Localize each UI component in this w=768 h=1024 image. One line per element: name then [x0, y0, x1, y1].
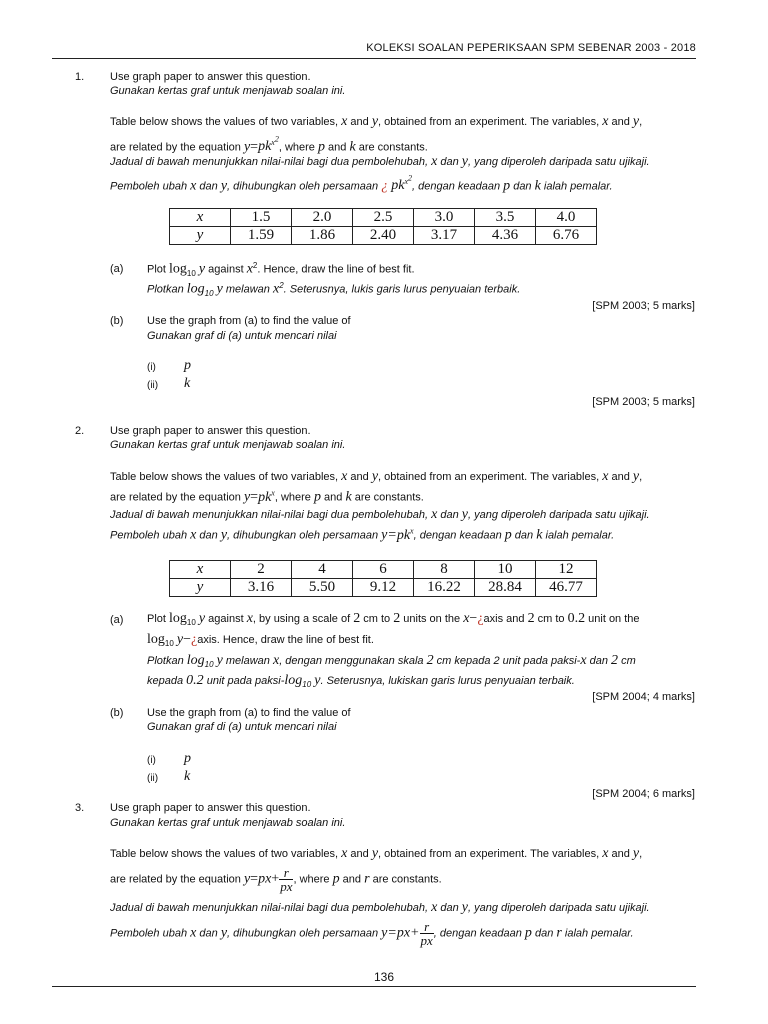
q1-y-cell: 2.40	[353, 227, 414, 245]
page-number: 136	[373, 970, 395, 984]
q2-part-a-en-line2: $\log_{10}$ y−¿axis. Hence, draw the line of best fit.	[147, 632, 374, 649]
q1-part-b-ms: Gunakan graf di (a) untuk mencari nilai	[147, 330, 337, 342]
q2-part-b-ms: Gunakan graf di (a) untuk mencari nilai	[147, 721, 337, 733]
q1-data-table	[169, 208, 597, 245]
q2-y-cell: 46.77	[536, 579, 597, 597]
q3-related-ms: Pemboleh ubah x dan y, dihubungkan oleh persamaan y=px+ $\frac{r}{px}$ , dengan keadaan p dan r ialah pemalar.	[110, 919, 634, 948]
q2-b-item-var: p	[184, 751, 191, 766]
q1-related-en: are related by the equation $y=pk^{x^2}$, where p and k are constants.	[110, 134, 428, 155]
q1-part-a-marks: [SPM 2003; 5 marks]	[592, 300, 695, 312]
q2-part-b-en: Use the graph from (a) to find the value of	[147, 707, 351, 719]
q2-b-item-label: (ii)	[147, 773, 159, 784]
q1-part-a-label: (a)	[110, 263, 124, 275]
q1-x-cell: 3.5	[475, 209, 536, 227]
q1-b-item-label: (ii)	[147, 380, 159, 391]
q1-y-cell: 1.59	[231, 227, 292, 245]
header-title: KOLEKSI SOALAN PEPERIKSAAN SPM SEBENAR 2003 - 2018	[366, 42, 696, 54]
q2-x-cell: 6	[353, 561, 414, 579]
q2-part-a-ms-line1: Plotkan $\log_{10} y$ melawan x, dengan menggunakan skala 2 cm kepada 2 unit pada paksi-x dan 2 cm	[147, 653, 636, 670]
page-header	[52, 32, 696, 59]
q1-table-row-x	[170, 209, 597, 227]
q2-table-row-x	[170, 561, 597, 579]
q2-b-item-var: k	[184, 769, 191, 784]
footer-rule	[52, 986, 696, 987]
q2-part-a-ms-line2: kepada 0.2 unit pada paksi-$\log_{10}$ y. Seterusnya, lukiskan garis lurus penyuaian terbaik.	[147, 673, 575, 690]
q3-use-graph-ms: Gunakan kertas graf untuk menjawab soalan ini.	[110, 817, 346, 829]
q2-y-cell: 3.16	[231, 579, 292, 597]
q2-y-cell: 16.22	[414, 579, 475, 597]
q2-related-ms: Pemboleh ubah x dan y, dihubungkan oleh persamaan $y=pk^x$, dengan keadaan p dan k ialah pemalar.	[110, 526, 615, 543]
q1-b-item-label: (i)	[147, 362, 156, 373]
q1-intro-ms: Jadual di bawah menunjukkan nilai-nilai bagi dua pembolehubah, x dan y, yang diperoleh daripada satu ujikaji.	[110, 154, 650, 169]
q3-intro-ms: Jadual di bawah menunjukkan nilai-nilai bagi dua pembolehubah, x dan y, yang diperoleh daripada satu ujikaji.	[110, 900, 650, 915]
q1-x-cell: 4.0	[536, 209, 597, 227]
q1-x-cell: 1.5	[231, 209, 292, 227]
q1-part-a-ms: Plotkan $\log_{10} y$ melawan $x^2$. Seterusnya, lukis garis lurus penyuaian terbaik.	[147, 281, 521, 298]
q1-part-b-label: (b)	[110, 315, 124, 327]
q2-intro-en: Table below shows the values of two variables, x and y, obtained from an experiment. The variables, x and y,	[110, 469, 643, 484]
q3-use-graph-en: Use graph paper to answer this question.	[110, 802, 311, 814]
q2-x-cell: 4	[292, 561, 353, 579]
question-2-number: 2.	[75, 425, 85, 437]
q2-x-cell: 12	[536, 561, 597, 579]
q3-related-en: are related by the equation y=px+ $\frac{r}{px}$ , where p and r are constants.	[110, 865, 442, 894]
q2-x-cell: 2	[231, 561, 292, 579]
q1-y-label: y	[170, 227, 231, 245]
q2-part-a-label: (a)	[110, 614, 124, 626]
q2-part-b-marks: [SPM 2004; 6 marks]	[592, 788, 695, 800]
q1-y-cell: 1.86	[292, 227, 353, 245]
q2-table-row-y	[170, 579, 597, 597]
q2-use-graph-en: Use graph paper to answer this question.	[110, 425, 311, 437]
q1-b-item-var: k	[184, 376, 191, 391]
q2-x-label: x	[170, 561, 231, 579]
q1-x-cell: 2.0	[292, 209, 353, 227]
q2-intro-ms: Jadual di bawah menunjukkan nilai-nilai bagi dua pembolehubah, x dan y, yang diperoleh daripada satu ujikaji.	[110, 507, 650, 522]
q2-b-item-label: (i)	[147, 755, 156, 766]
q1-part-a-en: Plot $\log_{10} y$ against $x^2$. Hence, draw the line of best fit.	[147, 261, 415, 278]
q2-y-label: y	[170, 579, 231, 597]
q2-data-table	[169, 560, 597, 597]
q2-part-b-label: (b)	[110, 707, 124, 719]
q1-part-b-marks: [SPM 2003; 5 marks]	[592, 396, 695, 408]
q2-part-a-en-line1: Plot $\log_{10} y$ against x, by using a scale of 2 cm to 2 units on the x−¿axis and 2 cm to 0.2 unit on the	[147, 611, 640, 628]
q1-table-row-y	[170, 227, 597, 245]
q2-related-en: are related by the equation $y=pk^x$, where p and k are constants.	[110, 488, 424, 505]
q1-y-cell: 4.36	[475, 227, 536, 245]
q2-use-graph-ms: Gunakan kertas graf untuk menjawab soalan ini.	[110, 439, 346, 451]
q2-y-cell: 28.84	[475, 579, 536, 597]
question-3-number: 3.	[75, 802, 85, 814]
q2-x-cell: 10	[475, 561, 536, 579]
q2-x-cell: 8	[414, 561, 475, 579]
q1-x-cell: 2.5	[353, 209, 414, 227]
q1-x-cell: 3.0	[414, 209, 475, 227]
q1-use-graph-en: Use graph paper to answer this question.	[110, 71, 311, 83]
q2-y-cell: 9.12	[353, 579, 414, 597]
q2-y-cell: 5.50	[292, 579, 353, 597]
q1-part-b-en: Use the graph from (a) to find the value of	[147, 315, 351, 327]
q1-intro-en: Table below shows the values of two variables, x and y, obtained from an experiment. The variables, x and y,	[110, 114, 643, 129]
q1-use-graph-ms: Gunakan kertas graf untuk menjawab soalan ini.	[110, 85, 346, 97]
q1-b-item-var: p	[184, 358, 191, 373]
q1-x-label: x	[170, 209, 231, 227]
q3-intro-en: Table below shows the values of two variables, x and y, obtained from an experiment. The variables, x and y,	[110, 846, 643, 861]
question-1-number: 1.	[75, 71, 85, 83]
q2-part-a-marks: [SPM 2004; 4 marks]	[592, 691, 695, 703]
q1-related-ms: Pemboleh ubah x dan y, dihubungkan oleh persamaan ¿ $pk^{x^2}$, dengan keadaan p dan k ialah pemalar.	[110, 173, 613, 194]
q1-y-cell: 6.76	[536, 227, 597, 245]
q1-y-cell: 3.17	[414, 227, 475, 245]
